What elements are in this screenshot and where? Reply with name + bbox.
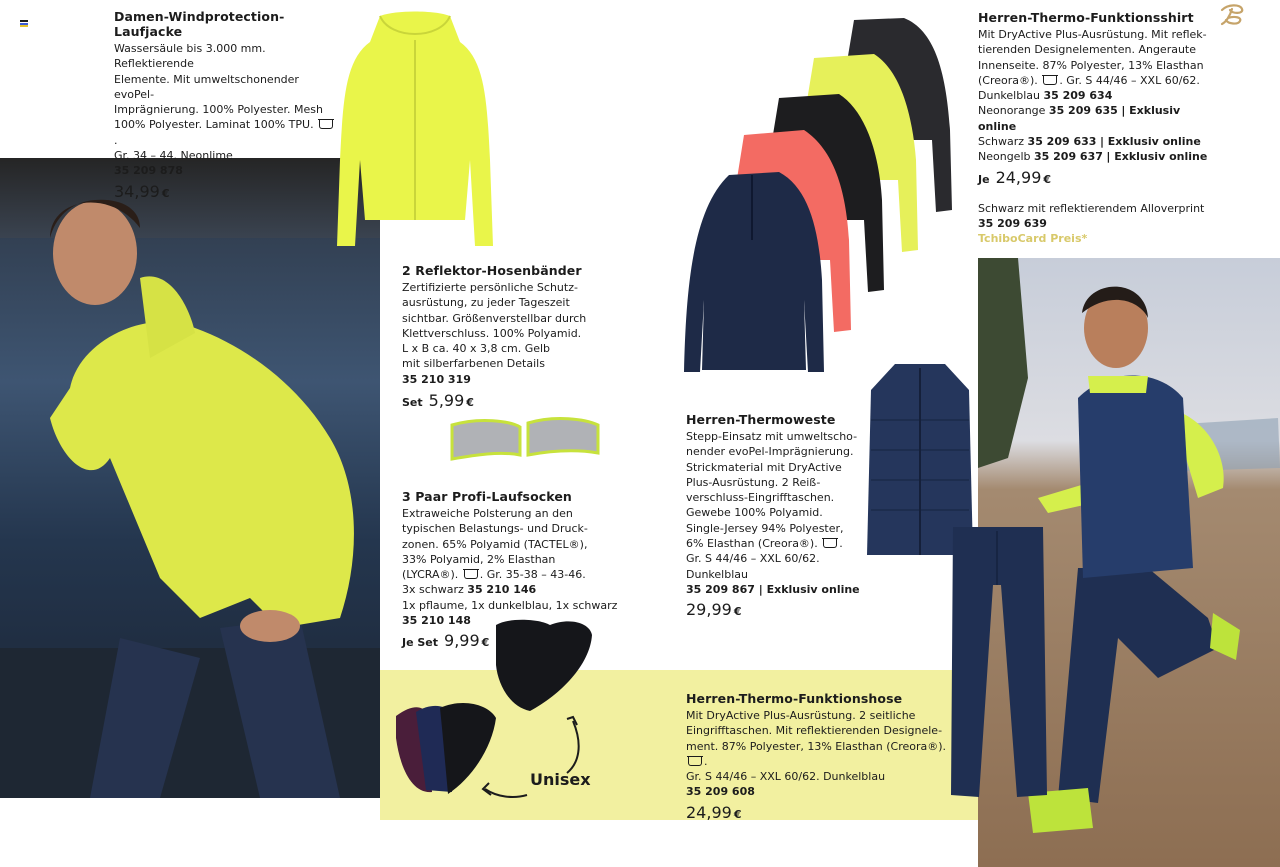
variant-row: Schwarz 35 209 633 | Exklusiv online	[978, 135, 1201, 149]
variant-row: Dunkelblau 35 209 634	[978, 89, 1113, 103]
jacket-image	[335, 10, 495, 250]
product-block-reflector	[402, 263, 602, 410]
washing-care-icon	[464, 569, 478, 579]
product-title: 2 Reflektor-Hosenbänder	[402, 263, 582, 278]
product-description: Mit DryActive Plus-Ausrüstung. Mit reflek- tierenden Designelementen. Angeraute Innenseite. 87% Polyester, 13% Elasthan (Creora®). . Gr. S 44/46 – XXL 60/62. Dunkelblau 35 209 634 Neonorange 35 209 635 | Exklusiv online Schwarz 35 209 633 | Exklusiv online Neongelb 35 209 637 | Exklusiv online	[978, 27, 1218, 165]
flag-icon	[20, 20, 28, 27]
price: 24,99 €	[686, 802, 742, 822]
article-number: 35 209 867	[686, 582, 755, 596]
article-number: 35 210 319	[402, 372, 471, 386]
article-number: 35 210 148	[402, 614, 471, 628]
product-description: Stepp-Einsatz mit umweltscho- nender evoPel-Imprägnierung. Strickmaterial mit DryActive Plus-Ausrüstung. 2 Reiß- verschluss-Eingrifftaschen. Gewebe 100% Polyamid. Single-Jersey 94% Polyester, 6% Elasthan (Creora®). . Gr. S 44/46 – XXL 60/62. Dunkelblau 35 209 867 | Exklusiv online	[686, 430, 860, 596]
product-description: Wassersäule bis 3.000 mm. Reflektierende Elemente. Mit umweltschonender evoPel- Imprägnierung. 100% Polyester. Mesh 100% Polyester. Laminat 100% TPU. . Gr. 34 – 44. Neonlime 35 209 878	[114, 41, 336, 179]
washing-care-icon	[688, 756, 702, 766]
product-block-vest	[686, 412, 866, 619]
article-number: 35 209 878	[114, 164, 183, 178]
variant-row: Neonorange 35 209 635 | Exklusiv online	[978, 104, 1181, 133]
product-block-jacket	[114, 9, 336, 201]
product-title: Herren-Thermo-Funktionsshirt	[978, 10, 1194, 25]
product-description: Zertifizierte persönliche Schutz- ausrüstung, zu jeder Tageszeit sichtbar. Größenverstellbar durch Klettverschluss. 100% Polyamid. L x B ca. 40 x 3,8 cm. Gelb mit silberfarbenen Details 35 210 319	[402, 280, 602, 387]
tchibocard-note: TchiboCard Preis*	[978, 232, 1088, 246]
washing-care-icon	[1043, 75, 1057, 85]
article-number: 35 209 639	[978, 216, 1047, 230]
product-block-shirt	[978, 10, 1218, 247]
price: 29,99 €	[686, 600, 742, 620]
article-number: 35 209 608	[686, 785, 755, 799]
product-title: Herren-Thermoweste	[686, 412, 836, 427]
product-description: Extraweiche Polsterung an den typischen Belastungs- und Druck- zonen. 65% Polyamid (TACTEL®), 33% Polyamid, 2% Elasthan (LYCRA®). . Gr. 35-38 – 43-46. 3x schwarz 35 210 146 1x pflaume, 1x dunkelblau, 1x schwarz 35 210 148	[402, 506, 622, 628]
product-title: Herren-Thermo-Funktionshose	[686, 691, 903, 706]
product-block-socks	[402, 489, 622, 650]
price: Set 5,99 €	[402, 391, 474, 411]
unisex-label: Unisex	[530, 770, 591, 789]
shirts-image	[684, 10, 964, 375]
price: Je Set 9,99 €	[402, 631, 490, 651]
price: Je 24,99 €	[978, 167, 1052, 187]
washing-care-icon	[823, 538, 837, 548]
woman-running-photo	[0, 158, 380, 798]
product-block-pants	[686, 691, 948, 822]
tchibo-logo-icon	[1218, 2, 1246, 28]
price: 34,99 €	[114, 181, 170, 201]
alt-variant: Schwarz mit reflektierendem Alloverprint	[978, 201, 1205, 215]
arrow-icon	[475, 715, 590, 805]
product-title: 3 Paar Profi-Laufsocken	[402, 489, 572, 504]
pants-image	[945, 525, 1050, 805]
reflector-bands-image	[450, 415, 600, 465]
product-description: Mit DryActive Plus-Ausrüstung. 2 seitliche Eingrifftaschen. Mit reflektierenden Designele- ment. 87% Polyester, 13% Elasthan (Creora®). . Gr. S 44/46 – XXL 60/62. Dunkelblau 35 209 608	[686, 709, 947, 799]
product-title: Damen-Windprotection-Laufjacke	[114, 9, 285, 39]
washing-care-icon	[319, 119, 333, 129]
variant-row: Neongelb 35 209 637 | Exklusiv online	[978, 150, 1208, 164]
